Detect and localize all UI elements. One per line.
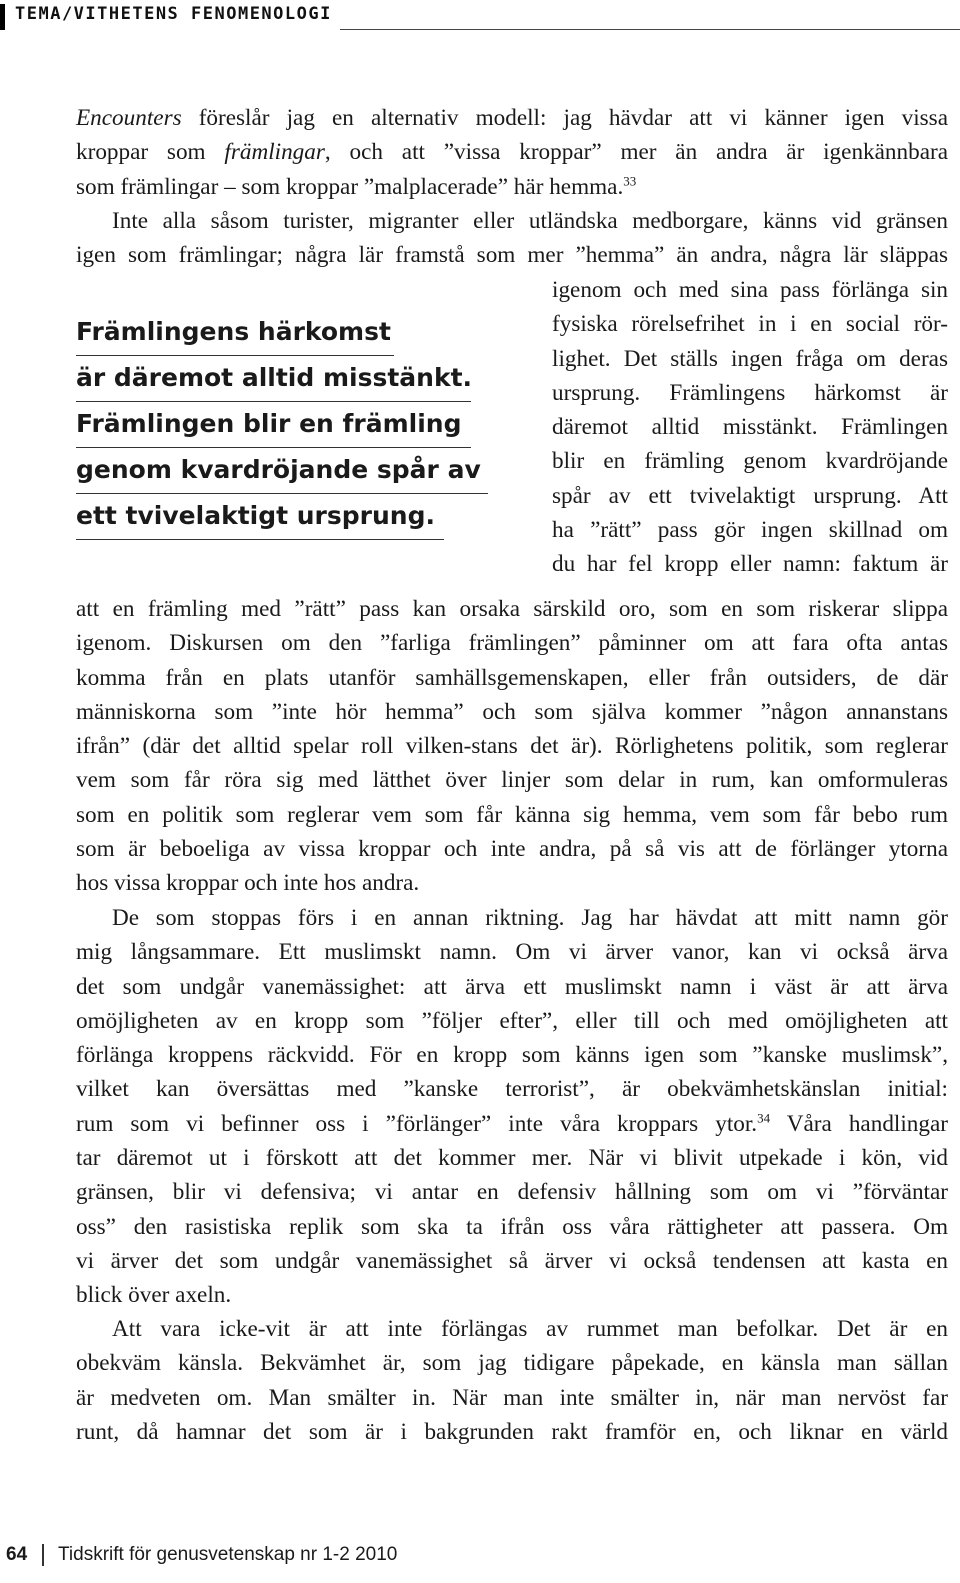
text-line: som främlingar – som kroppar ”malplacerade” här hemma.$^{33}$ — [76, 172, 637, 200]
pull-quote — [76, 312, 496, 542]
page-footer — [0, 1540, 960, 1570]
paragraph-4 — [76, 1312, 948, 1449]
paragraph-1 — [76, 101, 948, 204]
text-line: däremot alltid misstänkt. Främlingen — [552, 414, 948, 441]
paragraph-2-bottom — [76, 592, 948, 901]
pull-quote-line: ett tvivelaktigt ursprung. — [76, 496, 496, 542]
text-line: vem som får röra sig med lätthet över linjer som delar in rum, kan omformuleras — [76, 767, 948, 794]
text-line: ha ”rätt” pass gör ingen skillnad om — [552, 517, 948, 544]
text-line: tar däremot ut i förskott att det kommer mer. När vi blivit utpekade i kön, vid — [76, 1145, 948, 1172]
text-line: ifrån” (där det alltid spelar roll vilken-stans det är). Rörlighetens politik, som reglerar — [76, 733, 948, 760]
section-title: TEMA/VITHETENS FENOMENOLOGI — [15, 4, 332, 24]
text-line: kroppar som främlingar, och att ”vissa kroppar” mer än andra är igenkännbara — [76, 139, 949, 166]
italic-title: Encounters — [76, 105, 182, 131]
pull-quote-line: genom kvardröjande spår av — [76, 450, 496, 496]
text-line: mig långsammare. Ett muslimskt namn. Om vi ärver vanor, kan vi också ärva — [76, 939, 948, 966]
text-line: vi ärver det som undgår vanemässighet så ärver vi också tendensen att kasta en — [76, 1247, 948, 1274]
text-line: ursprung. Främlingens härkomst är — [552, 379, 948, 406]
text-line: igenom och med sina pass förlänga sin — [552, 277, 948, 303]
text-line: blick över axeln. — [76, 1282, 232, 1309]
text-line: fysiska rörelsefrihet in i en social rör- — [552, 311, 948, 338]
text-line: lighet. Det ställs ingen fråga om deras — [552, 345, 948, 372]
text-line: blir en främling genom kvardröjande — [552, 448, 948, 475]
text-line: igenom. Diskursen om den ”farliga främlingen” påminner om att fara ofta antas — [76, 630, 948, 657]
text-line: De som stoppas förs i en annan riktning. Jag har hävdat att mitt namn gör — [112, 905, 948, 931]
journal-name: Tidskrift för genusvetenskap nr 1-2 2010 — [58, 1544, 398, 1565]
pull-quote-line: Främlingens härkomst — [76, 312, 496, 358]
text-line: Encounters föreslår jag en alternativ modell: jag hävdar att vi känner igen vissa — [76, 105, 948, 131]
pull-quote-line: är däremot alltid misstänkt. — [76, 358, 496, 404]
text-line: gränsen, blir vi defensiva; vi antar en defensiv hållning som om vi ”förväntar — [76, 1179, 948, 1206]
text-line: är medveten om. Man smälter in. När man inte smälter in, när man nervöst far — [76, 1384, 948, 1411]
text-line: igen som främlingar; några lär framstå som mer ”hemma” än andra, några lär släppas — [76, 242, 948, 269]
italic-word: främlingar — [224, 139, 325, 166]
header-rule — [340, 29, 960, 30]
text-line: människorna som ”inte hör hemma” och som själva kommer ”någon annanstans — [76, 698, 948, 725]
text-line: vilket kan översättas med ”kanske terrorist”, är obekvämhetskänslan initial: — [76, 1076, 948, 1103]
text-line: spår av ett tvivelaktigt ursprung. Att — [552, 482, 948, 509]
text-line: Inte alla såsom turister, migranter eller utländska medborgare, känns vid gränsen — [112, 208, 948, 234]
page-number: 64 — [6, 1544, 28, 1565]
footer-rule — [42, 1544, 44, 1566]
text-line: förlänga kroppens räckvidd. För en kropp som känns igen som ”kanske muslimsk”, — [76, 1042, 948, 1069]
text-line: du har fel kropp eller namn: faktum är — [552, 551, 948, 578]
text-line: omöjligheten av en kropp som ”följer efter”, eller till och med omöjligheten att — [76, 1007, 948, 1034]
text-line: som en politik som reglerar vem som får känna sig hemma, vem som får bebo rum — [76, 801, 948, 828]
text-line: runt, då hamnar det som är i bakgrunden rakt framför en, och liknar en värld — [76, 1418, 948, 1445]
header-bar — [0, 4, 5, 30]
footnote-ref-33: 33 — [623, 172, 637, 188]
text-line: hos vissa kroppar och inte hos andra. — [76, 870, 420, 897]
paragraph-2-top — [76, 204, 948, 273]
pull-quote-line: Främlingen blir en främling — [76, 404, 496, 450]
text-line: komma från en plats utanför samhällsgemenskapen, eller från outsiders, de där — [76, 664, 948, 691]
text-line: att en främling med ”rätt” pass kan orsaka särskild oro, som en som riskerar slippa — [76, 596, 948, 622]
text-line: obekväm känsla. Bekvämhet är, som jag tidigare påpekade, en känsla man sällan — [76, 1350, 948, 1377]
text-line: rum som vi befinner oss i ”förlänger” inte våra kroppars ytor.$^{34}$ Våra handlingar — [76, 1110, 948, 1137]
text-line: Att vara icke-vit är att inte förlängas av rummet man befolkar. Det är en — [112, 1316, 948, 1342]
paragraph-3 — [76, 901, 948, 1313]
paragraph-2-narrow-column — [552, 273, 948, 582]
footnote-ref-34: 34 — [757, 1110, 771, 1126]
text-line: som är beboeliga av vissa kroppar och inte andra, på så vis att de förlänger ytorna — [76, 836, 948, 863]
page-header — [0, 0, 960, 34]
text-line: oss” den rasistiska replik som ska ta ifrån oss våra rättigheter att passera. Om — [76, 1213, 948, 1240]
text-line: det som undgår vanemässighet: att ärva ett muslimskt namn i väst är att ärva — [76, 973, 948, 1000]
